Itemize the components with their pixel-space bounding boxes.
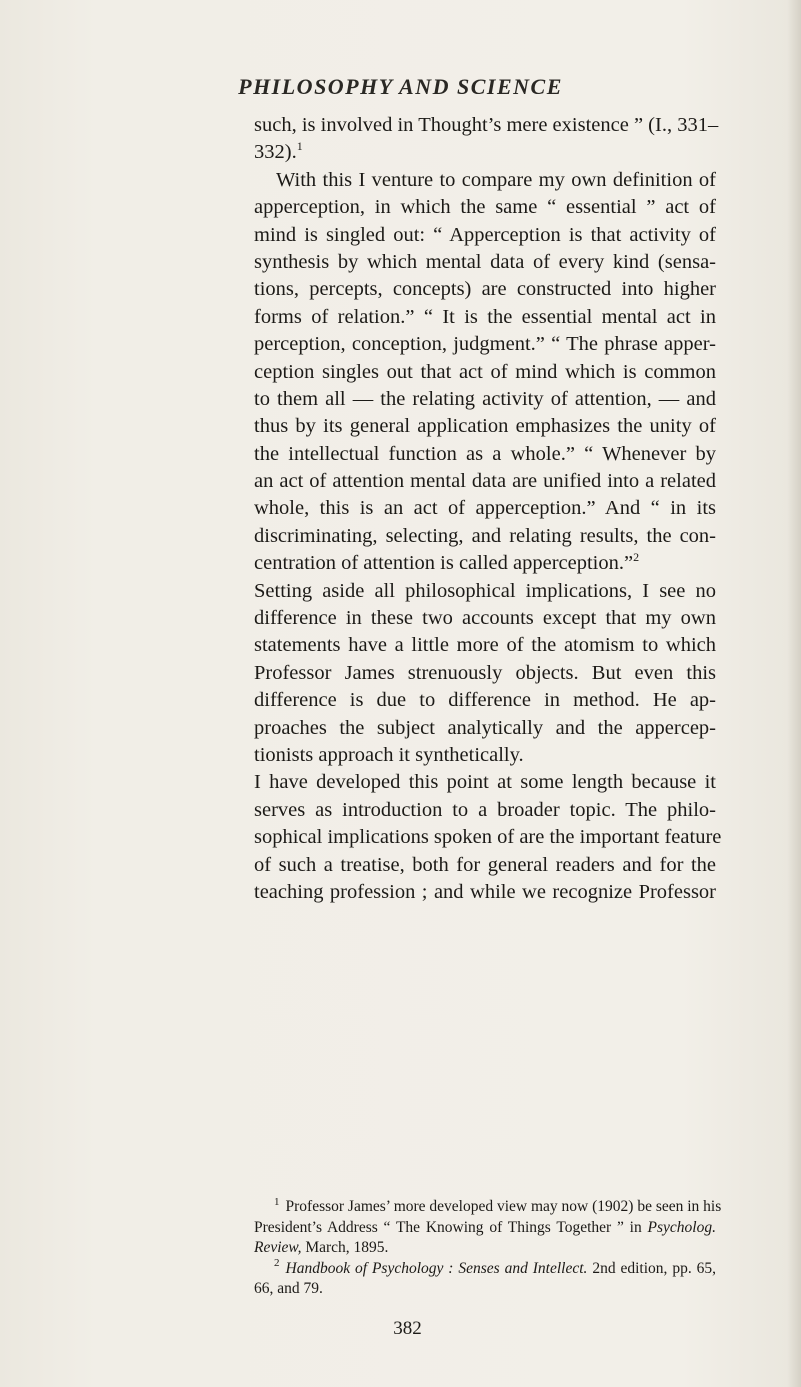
body-line-16: discriminating, selecting, and relating results, the con- [254, 524, 716, 547]
body-line-20: statements have a little more of the atomism to which [254, 634, 716, 657]
body-line-21: Professor James strenuously objects. But even this [254, 661, 716, 684]
body-line-15: whole, this is an act of apperception.” And “ in its [254, 497, 716, 520]
body-line-22: difference is due to difference in method. He ap- [254, 689, 716, 712]
body-line-29: teaching profession ; and while we recognize Professor [254, 880, 716, 903]
body-line-10: ception singles out that act of mind which is common [254, 360, 716, 383]
body-line-25: I have developed this point at some length because it [254, 771, 716, 794]
body-line-24: tionists approach it synthetically. [254, 743, 524, 766]
footnotes [254, 1195, 722, 1300]
body-line-8: forms of relation.” “ It is the essential mental act in [254, 305, 716, 328]
footnote-2-line-1: $^2$ Handbook of Psychology : Senses and Intellect. 2nd edition, pp. 65, [274, 1257, 716, 1277]
body-line-18: Setting aside all philosophical implications, I see no [254, 579, 716, 602]
body-line-7: tions, percepts, concepts) are constructed into higher [254, 278, 716, 301]
body-line-1: such, is involved in Thought’s mere existence ” (I., 331– [254, 114, 719, 136]
body-line-4: apperception, in which the same “ essential ” act of [254, 196, 716, 219]
body-line-26: serves as introduction to a broader topic. The philo- [254, 798, 716, 821]
body-line-2: 332).$^1$ [254, 139, 303, 164]
body-line-19: difference in these two accounts except that my own [254, 607, 716, 630]
footnote-1-line-3: Review, March, 1895. [254, 1239, 389, 1256]
footnote-ref-2: 2 [633, 550, 640, 565]
body-line-3: With this I venture to compare my own definition of [276, 168, 716, 191]
body-line-5: mind is singled out: “ Apperception is that activity of [254, 223, 716, 246]
body-line-27: sophical implications spoken of are the important feature [254, 826, 722, 849]
footnote-ref-1: 1 [296, 139, 303, 154]
page-number: 382 [393, 1318, 422, 1339]
footnote-2-mark: 2 [274, 1257, 280, 1270]
body-text [254, 112, 722, 906]
page-edge-shadow [787, 0, 801, 1387]
body-line-13: the intellectual function as a whole.” “ Whenever by [254, 442, 716, 465]
footnote-1-line-2: President’s Address “ The Knowing of Things Together ” in Psycholog. [254, 1218, 716, 1236]
footnote-1-mark: 1 [274, 1195, 280, 1208]
body-line-11: to them all — the relating activity of attention, — and [254, 387, 716, 410]
body-line-28: of such a treatise, both for general readers and for the [254, 853, 716, 876]
footnote-1-line-1: $^1$ Professor James’ more developed view may now (1902) be seen in his [274, 1195, 722, 1215]
body-line-9: perception, conception, judgment.” “ The phrase apper- [254, 333, 716, 356]
body-line-23: proaches the subject analytically and the appercep- [254, 716, 716, 739]
footnote-2-line-2: 66, and 79. [254, 1280, 323, 1297]
body-line-14: an act of attention mental data are unified into a related [254, 470, 716, 493]
body-line-17: centration of attention is called apperception.”$^2$ [254, 550, 640, 575]
running-head: PHILOSOPHY AND SCIENCE [238, 74, 563, 99]
body-line-12: thus by its general application emphasizes the unity of [254, 415, 716, 438]
body-line-6: synthesis by which mental data of every kind (sensa- [254, 250, 716, 273]
